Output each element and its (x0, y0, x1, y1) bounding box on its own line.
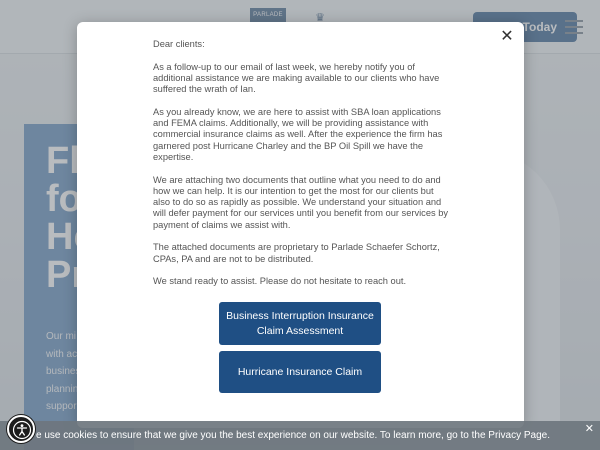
letter-paragraph: As you already know, we are here to assist with SBA loan applications and FEMA claims. Additionally, we will be providing assistance with commercial insurance claims as well. After the experience the firm has garnered post Hurricane Charley and the BP Oil Spill we have the expertise. (153, 106, 443, 162)
cookie-close-icon[interactable]: ✕ (584, 423, 594, 435)
cookie-message: e use cookies to ensure that we give you the best experience on our website. To learn more, go to the Privacy Page. (36, 430, 551, 441)
letter-closing: We stand ready to assist. Please do not hesitate to reach out. (153, 276, 407, 287)
letter-paragraph: We are attaching two documents that outline what you need to do and how we can help. It is our intention to get the most for our clients but also to do so as rapidly as possible. We understand your situation and will defer payment for our services until you benefit from our services by payment of claims we assist with. (153, 174, 449, 230)
cookie-banner (0, 421, 600, 450)
close-icon[interactable]: ✕ (500, 28, 514, 45)
letter-paragraph: As a follow-up to our email of last week, we hereby notify you of additional assistance we are making available to our clients who have suffered the wrath of Ian. (153, 61, 440, 95)
business-interruption-claim-label: Business Interruption Insurance Claim Assessment (226, 309, 374, 337)
letter-body (153, 39, 449, 299)
letter-paragraph: The attached documents are proprietary to Parlade Schaefer Schortz, CPAs, PA and are not to be distributed. (153, 242, 440, 264)
letter-greeting: Dear clients: (153, 39, 205, 49)
hurricane-claim-label: Hurricane Insurance Claim (237, 365, 363, 378)
announcement-modal (77, 22, 524, 428)
hurricane-claim-button[interactable] (219, 351, 381, 393)
business-interruption-claim-button[interactable] (219, 302, 381, 345)
accessibility-icon[interactable] (7, 415, 35, 443)
